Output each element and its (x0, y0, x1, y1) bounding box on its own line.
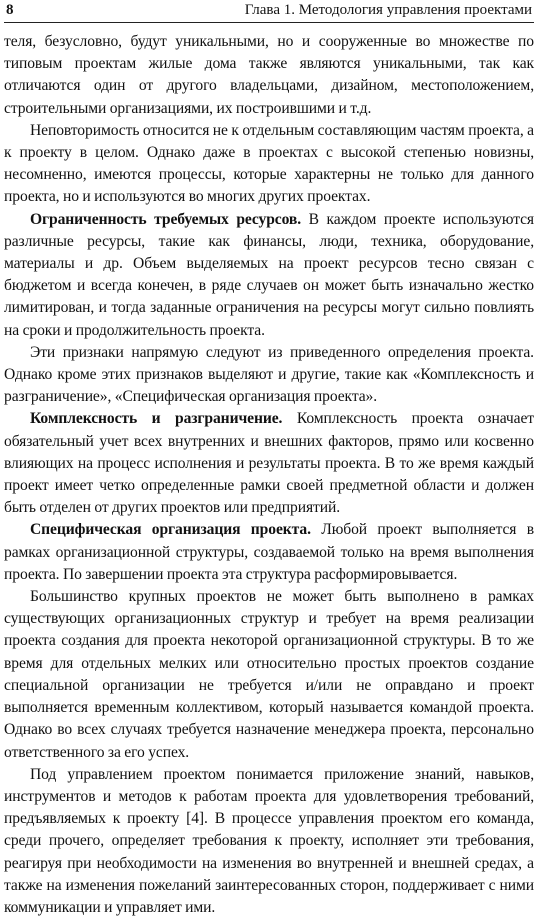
paragraph-lead: Комплексность и разграничение. (30, 410, 283, 428)
paragraph (4, 764, 534, 919)
paragraph-lead: Специфическая организация проекта. (30, 521, 311, 539)
paragraph-text: Эти признаки напрямую следуют из приведенного определения проекта. Однако кроме этих признаков выделяют и другие, такие как «Комплексность и разграничение», «Специфическая организация проекта». (4, 343, 534, 406)
paragraph-text: Комплексность проекта означает обязательный учет всех внутренних и внешних факторов, прямо или косвенно влияющих на процесс исполнения и результаты проекта. В то же время каждый проект имеет четко определенные рамки своей предметной области и должен быть отделен от других проектов или предприятий. (4, 410, 534, 517)
paragraph (4, 519, 534, 586)
running-header (4, 0, 534, 23)
paragraph-text: теля, безусловно, будут уникальными, но и сооруженные во множестве по типовым проектам жилые дома также являются уникальными, так как отличаются один от другого владельцами, дизайном, местоположением, строительными организациями, их построившими и т.д. (4, 33, 534, 117)
paragraph-text: Любой проект выполняется в рамках организационной структуры, создаваемой только на время выполнения проекта. По завершении проекта эта структура расформировывается. (4, 521, 534, 583)
paragraph (4, 342, 534, 409)
paragraph-text: Неповторимость относится не к отдельным составляющим частям проекта, а к проекту в целом. Однако даже в проектах с высокой степенью новизны, несомненно, имеются процессы, которые характерны не только для данного проекта, но и используются во многих других проектах. (4, 121, 534, 206)
paragraph (4, 586, 534, 764)
paragraph-text: Под управлением проектом понимается приложение знаний, навыков, инструментов и методов к работам проекта для удовлетворения требований, предъявляемых к проекту [4]. В процессе управления проектом его команда, среди прочего, определяет требования к проекту, исполняет эти требования, реагируя при необходимости на изменения во внутренней и внешней средах, а также на изменения пожеланий заинтересованных сторон, поддерживает с ними коммуникации и управляет ими. (4, 765, 534, 916)
paragraph (4, 209, 534, 342)
paragraph (4, 31, 534, 120)
paragraph (4, 408, 534, 519)
paragraph-text: В каждом проекте используются различные ресурсы, такие как финансы, люди, техника, оборудование, материалы и др. Объем выделяемых на проект ресурсов тесно связан с бюджетом и всегда конечен, в ряде случаев он может быть изначально жестко лимитирован, и тогда заданные ограничения на ресурсы могут сильно повлиять на сроки и продолжительность проекта. (4, 210, 534, 339)
paragraph-lead: Ограниченность требуемых ресурсов. (30, 210, 302, 228)
body-text (4, 31, 534, 919)
paragraph-text: Большинство крупных проектов не может быть выполнено в рамках существующих организационных структур и требует на время реализации проекта создания для проекта некоторой организационной структуры. В то же время для отдельных мелких или относительно простых проектов создание специальной организации не требуется и/или не оправдано и проект выполняется временным коллективом, который называется командой проекта. Однако во всех случаях требуется назначение менеджера проекта, персонально ответственного за его успех. (4, 588, 534, 761)
page-number: 8 (6, 2, 14, 18)
paragraph (4, 120, 534, 209)
chapter-title: Глава 1. Методология управления проектами (244, 2, 532, 18)
